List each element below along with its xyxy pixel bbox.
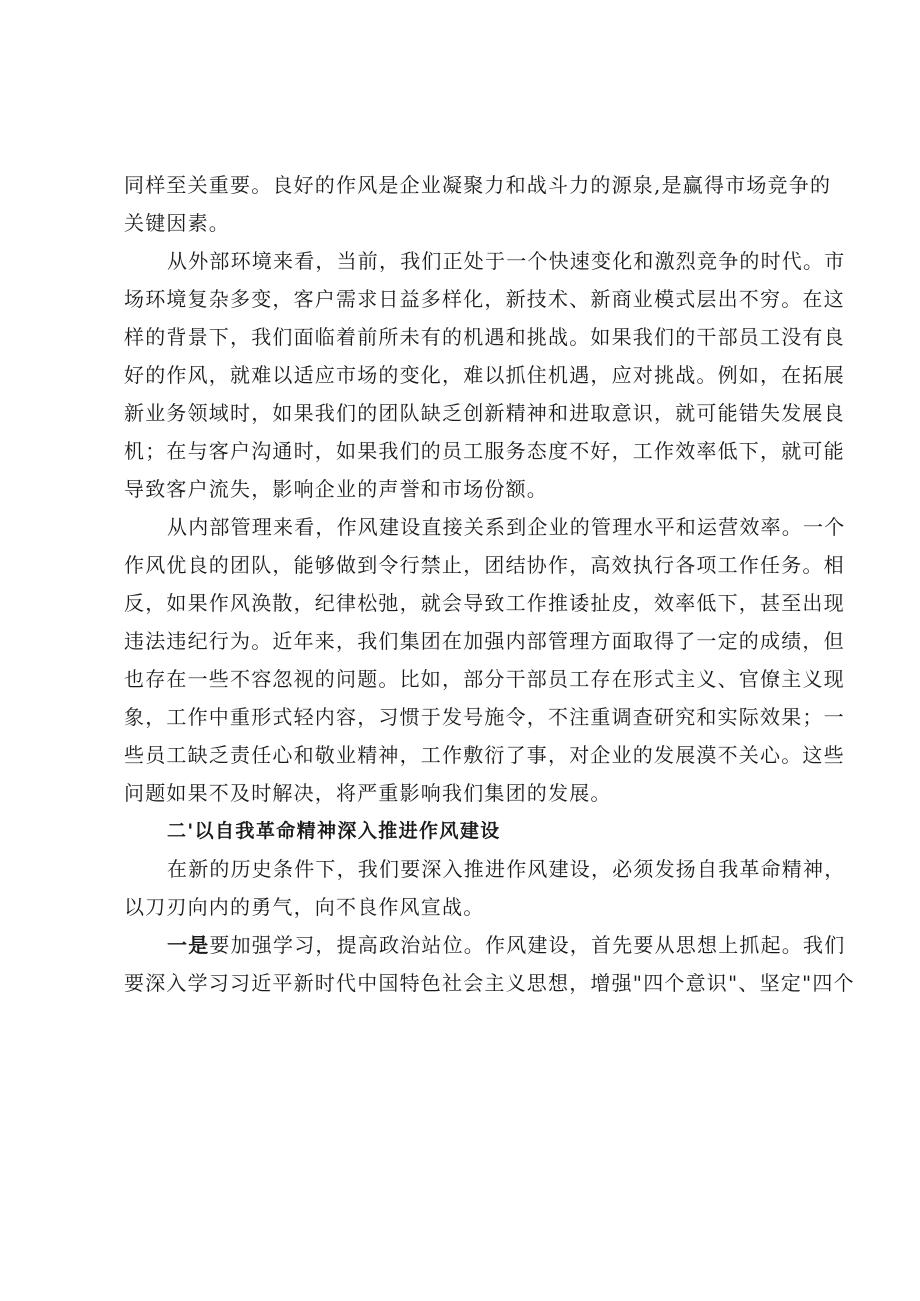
document-page xyxy=(124,166,855,1002)
text-line: 样的背景下，我们面临着前所未有的机遇和挑战。如果我们的干部员工没有良 xyxy=(124,325,845,349)
text-line: 关键因素。 xyxy=(124,211,230,235)
paragraph-internal-management xyxy=(124,508,846,812)
text-line: 作风优良的团队，能够做到令行禁止，团结协作，高效执行各项工作任务。相 xyxy=(124,553,845,577)
paragraph-first-point xyxy=(124,926,855,1002)
text-segment: 要加强学习，提高政治站位。作风建设，首先要从思想上抓起。我们 xyxy=(209,933,846,957)
text-line: 机；在与客户沟通时，如果我们的员工服务态度不好，工作效率低下，就可能 xyxy=(124,439,845,463)
text-line: 象，工作中重形式轻内容，习惯于发号施令，不注重调查研究和实际效果；一 xyxy=(124,705,845,729)
text-line: 在新的历史条件下，我们要深入推进作风建设，必须发扬自我革命精神， xyxy=(167,857,846,881)
paragraph-external-environment xyxy=(124,242,846,508)
section-heading: 二'以自我革命精神深入推进作风建设 xyxy=(167,820,501,842)
paragraph-self-revolution xyxy=(124,850,846,926)
text-line: 场环境复杂多变，客户需求日益多样化，新技术、新商业模式层出不穷。在这 xyxy=(124,287,845,311)
text-line: 导致客户流失，影响企业的声誉和市场份额。 xyxy=(124,477,548,501)
text-line: 以刀刃向内的勇气，向不良作风宣战。 xyxy=(124,895,485,919)
text-line: 从内部管理来看，作风建设直接关系到企业的管理水平和运营效率。一个 xyxy=(167,515,846,539)
text-line: 违法违纪行为。近年来，我们集团在加强内部管理方面取得了一定的成绩，但 xyxy=(124,629,845,653)
text-line: 好的作风，就难以适应市场的变化，难以抓住机遇，应对挑战。例如，在拓展 xyxy=(124,363,845,387)
text-line: 也存在一些不容忽视的问题。比如，部分干部员工存在形式主义、官僚主义现 xyxy=(124,667,845,691)
text-line: 要深入学习习近平新时代中国特色社会主义思想，增强"四个意识"、坚定"四个 xyxy=(124,971,855,995)
text-line: 新业务领域时，如果我们的团队缺乏创新精神和进取意识，就可能错失发展良 xyxy=(124,401,845,425)
text-line: 同样至关重要。良好的作风是企业凝聚力和战斗力的源泉,是赢得市场竞争的 xyxy=(124,173,832,197)
text-line: 反，如果作风涣散，纪律松弛，就会导致工作推诿扯皮，效率低下，甚至出现 xyxy=(124,591,845,615)
text-line: 从外部环境来看，当前，我们正处于一个快速变化和激烈竞争的时代。市 xyxy=(167,249,846,273)
text-line xyxy=(124,926,846,964)
paragraph-continuation xyxy=(124,166,832,242)
lead-bold-label: 一是 xyxy=(167,933,210,957)
text-line: 问题如果不及时解决，将严重影响我们集团的发展。 xyxy=(124,781,612,805)
text-line: 些员工缺乏责任心和敬业精神，工作敷衍了事，对企业的发展漠不关心。这些 xyxy=(124,743,845,767)
